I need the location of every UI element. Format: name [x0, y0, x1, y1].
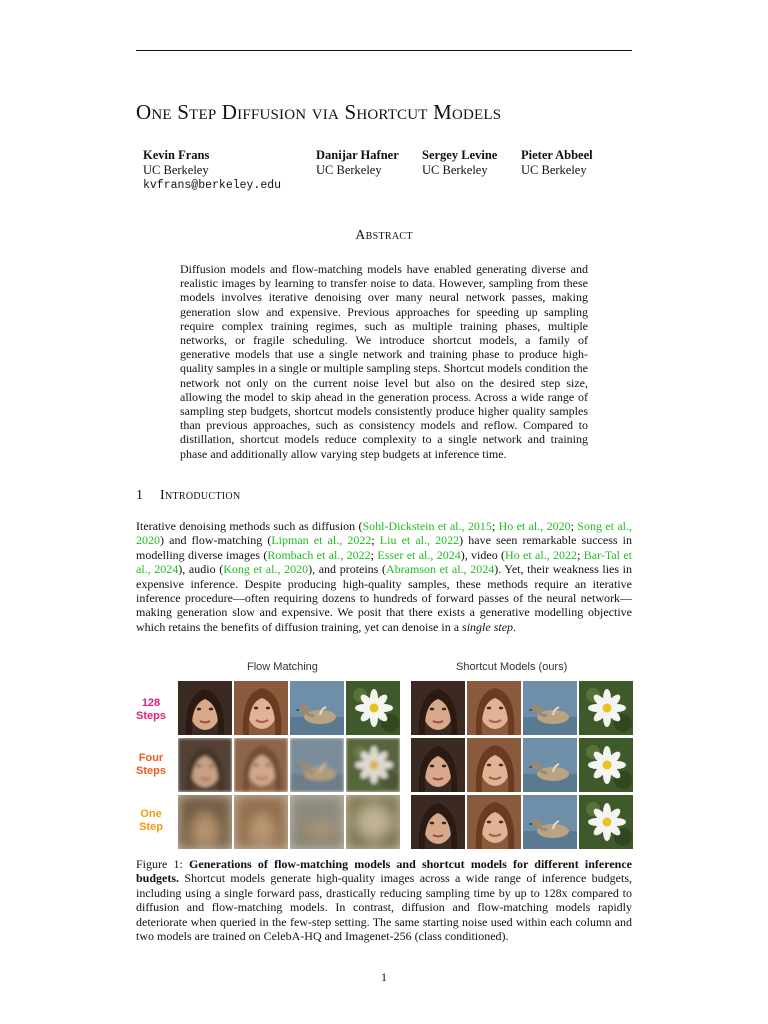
author-sergey-levine: [422, 148, 497, 178]
citation-link[interactable]: Lipman et al., 2022: [271, 533, 372, 548]
sample-image-flow-matching-duck: [290, 795, 344, 849]
paragraph-text: ), and proteins (: [308, 562, 386, 577]
author-affiliation: UC Berkeley: [521, 163, 587, 177]
paragraph-text: .: [513, 619, 517, 634]
citation-link[interactable]: Ho et al., 2022: [505, 547, 578, 562]
paper-title: One Step Diffusion via Shortcut Models: [136, 100, 502, 124]
paragraph-text: ) have seen remarkable success in modelling diverse images (: [136, 533, 632, 562]
sample-image-shortcut-face-dark: [411, 681, 465, 735]
citation-link[interactable]: Sohl-Dickstein et al., 2015: [362, 519, 492, 533]
paragraph-text: ;: [371, 533, 380, 548]
sample-image-flow-matching-flower: [346, 738, 400, 792]
paragraph-text: ;: [570, 519, 578, 533]
paragraph-text: Iterative denoising methods such as diffusion (: [136, 519, 363, 533]
top-rule: [136, 50, 632, 51]
paragraph-text: ) and flow-matching (: [160, 533, 272, 548]
sample-image-shortcut-face-dark: [411, 738, 465, 792]
citation-link[interactable]: Rombach et al., 2022: [267, 547, 371, 562]
sample-image-flow-matching-face-dark: [178, 795, 232, 849]
citation-link[interactable]: Abramson et al., 2024: [385, 562, 495, 577]
introduction-paragraph: [136, 519, 632, 634]
figure-row-label: Four Steps: [136, 752, 166, 777]
section-heading-introduction: [136, 488, 240, 504]
abstract-text: Diffusion models and flow-matching models have enabled generating diverse and realistic images by learning to transfer noise to data. However, sampling from these models involves iterative denoising over many neural network passes, making generation slow and expensive. Previous approaches for speeding up sampling require complex training regimes, such as multiple training phases, multiple networks, or fragile scheduling. We introduce shortcut models, a family of generative models that use a single network and training phase to produce high-quality samples in a single or multiple sampling steps. Shortcut models condition the network not only on the current noise level but also on the desired step size, allowing the model to skip ahead in the generation process. Across a wide range of sampling step budgets, shortcut models consistently produce higher quality samples than previous approaches, such as consistency models and reflow. Compared to distillation, shortcut models reduce complexity to a single network and training phase and additionally allow varying step budgets at inference time.: [180, 262, 588, 461]
author-name: Pieter Abbeel: [521, 148, 593, 162]
sample-image-shortcut-flower: [579, 795, 633, 849]
citation-link[interactable]: Liu et al., 2022: [379, 533, 460, 548]
author-affiliation: UC Berkeley: [422, 163, 488, 177]
paragraph-text: ), audio (: [178, 562, 224, 577]
sample-image-shortcut-duck: [523, 738, 577, 792]
section-title: Introduction: [160, 488, 241, 503]
sample-image-shortcut-duck: [523, 681, 577, 735]
sample-image-flow-matching-flower: [346, 795, 400, 849]
author-email[interactable]: kvfrans@berkeley.edu: [143, 179, 282, 192]
citation-link[interactable]: Esser et al., 2024: [377, 547, 461, 562]
author-danijar-hafner: [316, 148, 399, 178]
figure-column-title-shortcut-models: Shortcut Models (ours): [456, 661, 568, 673]
section-number: 1: [136, 488, 144, 503]
paragraph-text: ), video (: [460, 547, 506, 562]
sample-image-flow-matching-flower: [346, 681, 400, 735]
sample-image-flow-matching-face-light: [234, 738, 288, 792]
sample-image-flow-matching-duck: [290, 738, 344, 792]
sample-image-shortcut-face-light: [467, 681, 521, 735]
author-affiliation: UC Berkeley: [316, 163, 382, 177]
citation-link[interactable]: Song et al., 2020: [136, 519, 632, 548]
caption-label: Figure 1:: [136, 857, 183, 871]
citation-link[interactable]: Bar-Tal et al., 2024: [136, 547, 632, 577]
sample-image-shortcut-flower: [579, 681, 633, 735]
figure-row-label: One Step: [139, 808, 163, 833]
sample-image-flow-matching-face-light: [234, 795, 288, 849]
paragraph-text: ;: [370, 547, 378, 562]
caption-text: Shortcut models generate high-quality images across a wide range of inference budgets, including using a single forward pass, drastically reducing sampling time by up to 128x compared to diffusion and flow-matching models. In contrast, diffusion and flow-matching models rapidly deteriorate when queried in the few-step setting. The same starting noise used within each column and two models are trained on CelebA-HQ and Imagenet-256 (class conditioned).: [136, 871, 632, 944]
sample-image-shortcut-face-light: [467, 738, 521, 792]
paragraph-text: ;: [491, 519, 499, 533]
figure-row-label: 128 Steps: [136, 697, 166, 722]
citation-link[interactable]: Kong et al., 2020: [223, 562, 309, 577]
sample-image-shortcut-flower: [579, 738, 633, 792]
figure-column-title-flow-matching: Flow Matching: [247, 661, 318, 673]
author-pieter-abbeel: [521, 148, 593, 178]
author-name: Sergey Levine: [422, 148, 498, 162]
citation-link[interactable]: Ho et al., 2020: [498, 519, 571, 533]
author-name: Danijar Hafner: [316, 148, 399, 162]
sample-image-flow-matching-face-dark: [178, 738, 232, 792]
author-block: [0, 148, 768, 198]
author-kevin-frans: [143, 148, 281, 193]
page-number: 1: [381, 970, 387, 984]
sample-image-shortcut-duck: [523, 795, 577, 849]
figure-caption: [136, 857, 632, 943]
paragraph-text: ). Yet, their weakness lies in expensive inference. Despite producing high-quality samples, these methods require an iterative inference procedure—often requiring dozens to hundreds of forward passes of the neural network—making generation slow and expensive. We posit that there exists a generative modelling objective which retains the benefits of diffusion training, yet can denoise in a: [136, 562, 633, 634]
author-affiliation: UC Berkeley: [143, 163, 209, 177]
sample-image-flow-matching-face-light: [234, 681, 288, 735]
sample-image-flow-matching-face-dark: [178, 681, 232, 735]
caption-bold: Generations of flow-matching models and shortcut models for different inference budgets.: [136, 857, 632, 886]
author-name: Kevin Frans: [143, 148, 210, 162]
abstract-heading: Abstract: [355, 228, 413, 243]
sample-image-shortcut-face-dark: [411, 795, 465, 849]
emphasis-text: single step: [462, 619, 514, 634]
sample-image-shortcut-face-light: [467, 795, 521, 849]
paragraph-text: ;: [577, 547, 584, 562]
sample-image-flow-matching-duck: [290, 681, 344, 735]
